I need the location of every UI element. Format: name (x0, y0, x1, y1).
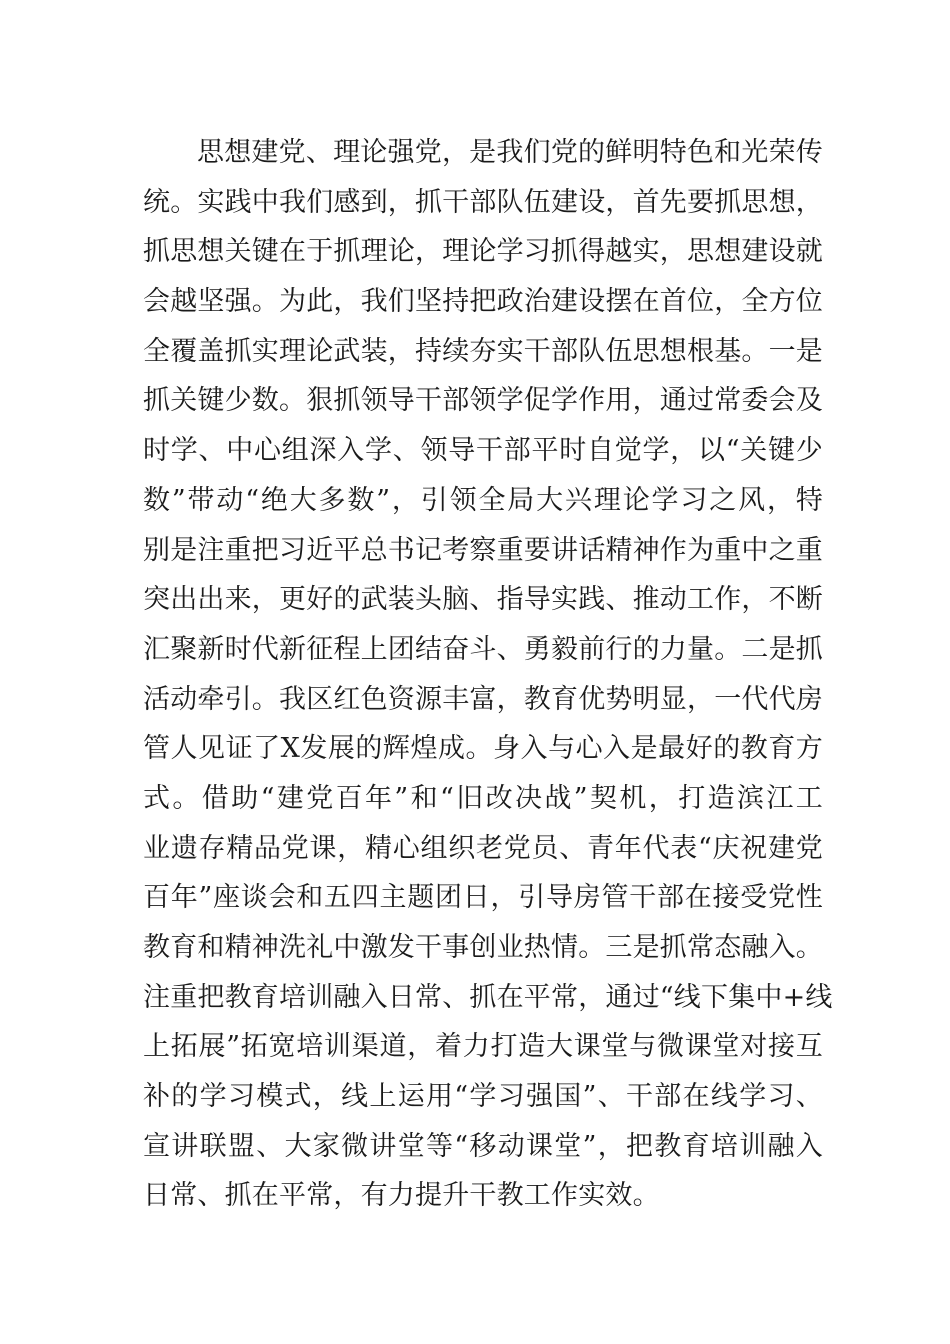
paragraph-line: 上拓展”拓宽培训渠道，着力打造大课堂与微课堂对接互 (143, 1031, 823, 1063)
paragraph-line: 全覆盖抓实理论武装，持续夯实干部队伍思想根基。一是 (143, 335, 823, 367)
paragraph-line: 管人见证了X发展的辉煌成。身入与心入是最好的教育方 (143, 733, 823, 765)
paragraph-line: 业遗存精品党课，精心组织老党员、青年代表“庆祝建党 (143, 832, 823, 864)
paragraph-line: 日常、抓在平常，有力提升干教工作实效。 (143, 1180, 660, 1212)
paragraph-line: 活动牵引。我区红色资源丰富，教育优势明显，一代代房 (143, 683, 823, 715)
paragraph-line: 突出出来，更好的武装头脑、指导实践、推动工作，不断 (143, 584, 823, 616)
paragraph-line: 宣讲联盟、大家微讲堂等“移动课堂”，把教育培训融入 (143, 1130, 823, 1162)
paragraph-line: 会越坚强。为此，我们坚持把政治建设摆在首位，全方位 (143, 286, 823, 318)
body-paragraph (143, 128, 833, 1221)
paragraph-line: 汇聚新时代新征程上团结奋斗、勇毅前行的力量。二是抓 (143, 633, 823, 665)
paragraph-line: 注重把教育培训融入日常、抓在平常，通过“线下集中+线 (143, 981, 833, 1013)
paragraph-line: 时学、中心组深入学、领导干部平时自觉学，以“关键少 (143, 435, 823, 467)
paragraph-line: 教育和精神洗礼中激发干事创业热情。三是抓常态融入。 (143, 932, 823, 963)
paragraph-line: 抓思想关键在于抓理论，理论学习抓得越实，思想建设就 (143, 236, 823, 268)
paragraph-line: 抓关键少数。狠抓领导干部领学促学作用，通过常委会及 (143, 385, 823, 417)
paragraph-line: 式。借助“建党百年”和“旧改决战”契机，打造滨江工 (143, 782, 823, 814)
paragraph-line: 补的学习模式，线上运用“学习强国”、干部在线学习、 (143, 1081, 823, 1113)
paragraph-line: 思想建党、理论强党，是我们党的鲜明特色和光荣传 (197, 137, 823, 168)
paragraph-line: 百年”座谈会和五四主题团日，引导房管干部在接受党性 (143, 882, 823, 914)
paragraph-line: 统。实践中我们感到，抓干部队伍建设，首先要抓思想， (143, 186, 823, 218)
paragraph-line: 数”带动“绝大多数”，引领全局大兴理论学习之风，特 (143, 484, 823, 516)
paragraph-line: 别是注重把习近平总书记考察重要讲话精神作为重中之重 (143, 534, 823, 566)
